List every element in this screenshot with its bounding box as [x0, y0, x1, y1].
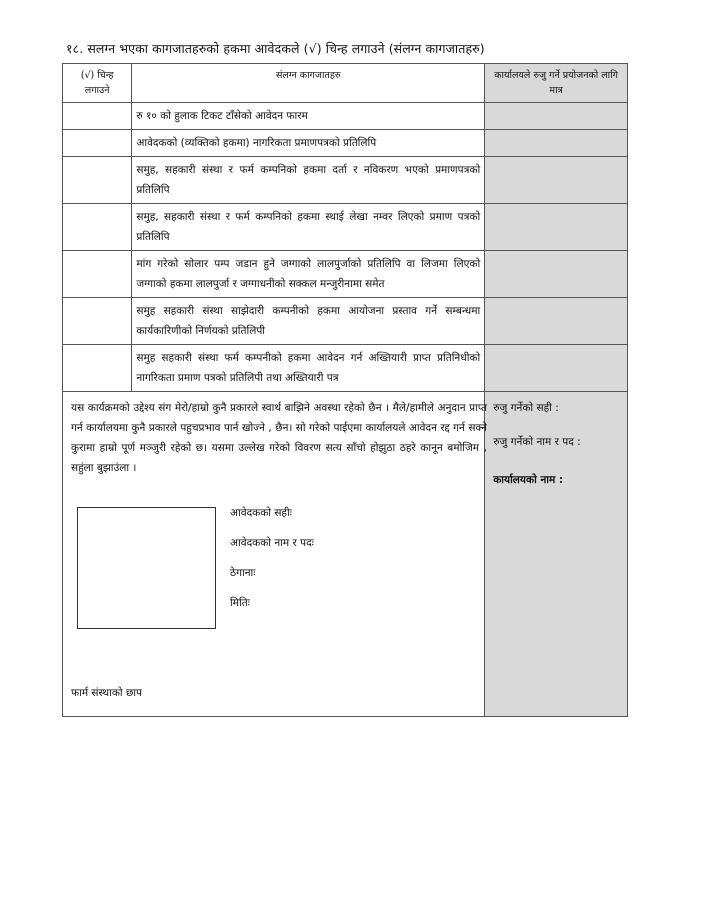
applicant-name-label[interactable]: आवेदकको नाम र पदः: [230, 537, 314, 549]
tick-cell[interactable]: [63, 103, 132, 130]
applicant-signature-label[interactable]: आवेदकको सहीः: [230, 507, 292, 519]
table-row: [63, 298, 628, 345]
declaration-row: [63, 392, 628, 717]
table-row: [63, 345, 628, 392]
office-column-header: कार्यालयले रुजु गर्ने प्रयोजनको लागि मात्र: [485, 64, 628, 103]
date-label[interactable]: मितिः: [230, 597, 250, 609]
document-cell: समुह, सहकारी संस्था र फर्म कम्पनिको हकमा दर्ता र नविकरण भएको प्रमाणपत्रको प्रतिलिपि: [132, 157, 485, 204]
document-cell: समुह सहकारी संस्था साझेदारी कम्पनीको हकमा आयोजना प्रस्ताव गर्ने सम्बन्धमा कार्यकारिणीको निर्णयको प्रतिलिपी: [132, 298, 485, 345]
table-row: [63, 103, 628, 130]
tick-cell[interactable]: [63, 204, 132, 251]
office-cell: [485, 103, 628, 130]
tick-cell[interactable]: [63, 251, 132, 298]
verifier-name-label: रुजु गर्नेको नाम र पद :: [493, 436, 581, 448]
tick-cell[interactable]: [63, 298, 132, 345]
address-label[interactable]: ठेगानाः: [230, 567, 256, 579]
document-cell: रु १० को हुलाक टिकट टाँसेको आवेदन फारम: [132, 103, 485, 130]
office-cell: [485, 298, 628, 345]
tick-column-header: (√) चिन्ह लगाउने: [63, 64, 132, 103]
photo-box[interactable]: [77, 507, 216, 629]
office-cell: [485, 204, 628, 251]
table-row: [63, 157, 628, 204]
table-header-row: [63, 64, 628, 103]
verifier-signature-label: रुजु गर्नेको सही :: [493, 402, 559, 414]
applicant-details: [230, 503, 314, 623]
document-cell: मांग गरेको सोलार पम्प जडान हुने जग्गाको लालपुर्जाको प्रतिलिपि वा लिजमा लिएको जग्गाको हकमा लालपुर्जा र जग्गाधनीको सक्कल मन्जुरीनामा समेत: [132, 251, 485, 298]
documents-table: [62, 63, 628, 717]
section-heading: १८. सलग्न भएका कागजातहरुको हकमा आवेदकले (√) चिन्ह लगाउने (संलग्न कागजातहरु): [66, 41, 485, 56]
office-name-label: कार्यालयको नाम :: [493, 474, 564, 486]
document-cell: समुह, सहकारी संस्था र फर्म कम्पनिको हकमा स्थाई लेखा नम्वर लिएको प्रमाण पत्रको प्रतिलिपि: [132, 204, 485, 251]
office-cell: [485, 157, 628, 204]
office-cell: [485, 251, 628, 298]
table-row: [63, 204, 628, 251]
office-use-cell: [485, 392, 628, 717]
table-row: [63, 130, 628, 157]
document-cell: समुह सहकारी संस्था फर्म कम्पनीको हकमा आवेदन गर्न अख्तियारी प्राप्त प्रतिनिधीको नागरिकता प्रमाण पत्रको प्रतिलिपी तथा अख्तियारी पत्र: [132, 345, 485, 392]
tick-cell[interactable]: [63, 130, 132, 157]
documents-column-header: संलग्न कागजातहरु: [132, 64, 485, 103]
declaration-cell: [63, 392, 485, 717]
tick-cell[interactable]: [63, 345, 132, 392]
office-cell: [485, 345, 628, 392]
declaration-text: यस कार्यक्रमको उद्देश्य संग मेरो/हाम्रो कुनै प्रकारले स्वार्थ बाझिने अवस्था रहेको छैन । मैले/हामीले अनुदान प्राप्त गर्न कार्यालयमा कुनै प्रकारले पहुचप्रभाव पार्न खोज्ने , छैन। सो गरेको पाईएमा कार्यालयले आवेदन रद्द गर्न सक्ने कुरामा हाम्रो पूर्ण मञ्जुरी रहेको छ। यसमा उल्लेख गरेको विवरण सत्य साँचो होझुठा ठहरे कानून बमोजिम , सहुंला बुझाउंला ।: [71, 402, 487, 474]
document-cell: आवेदकको (व्यक्तिको हकमा) नागरिकता प्रमाणपत्रको प्रतिलिपि: [132, 130, 485, 157]
office-cell: [485, 130, 628, 157]
table-row: [63, 251, 628, 298]
tick-cell[interactable]: [63, 157, 132, 204]
stamp-label: फार्म संस्थाको छाप: [71, 687, 142, 699]
